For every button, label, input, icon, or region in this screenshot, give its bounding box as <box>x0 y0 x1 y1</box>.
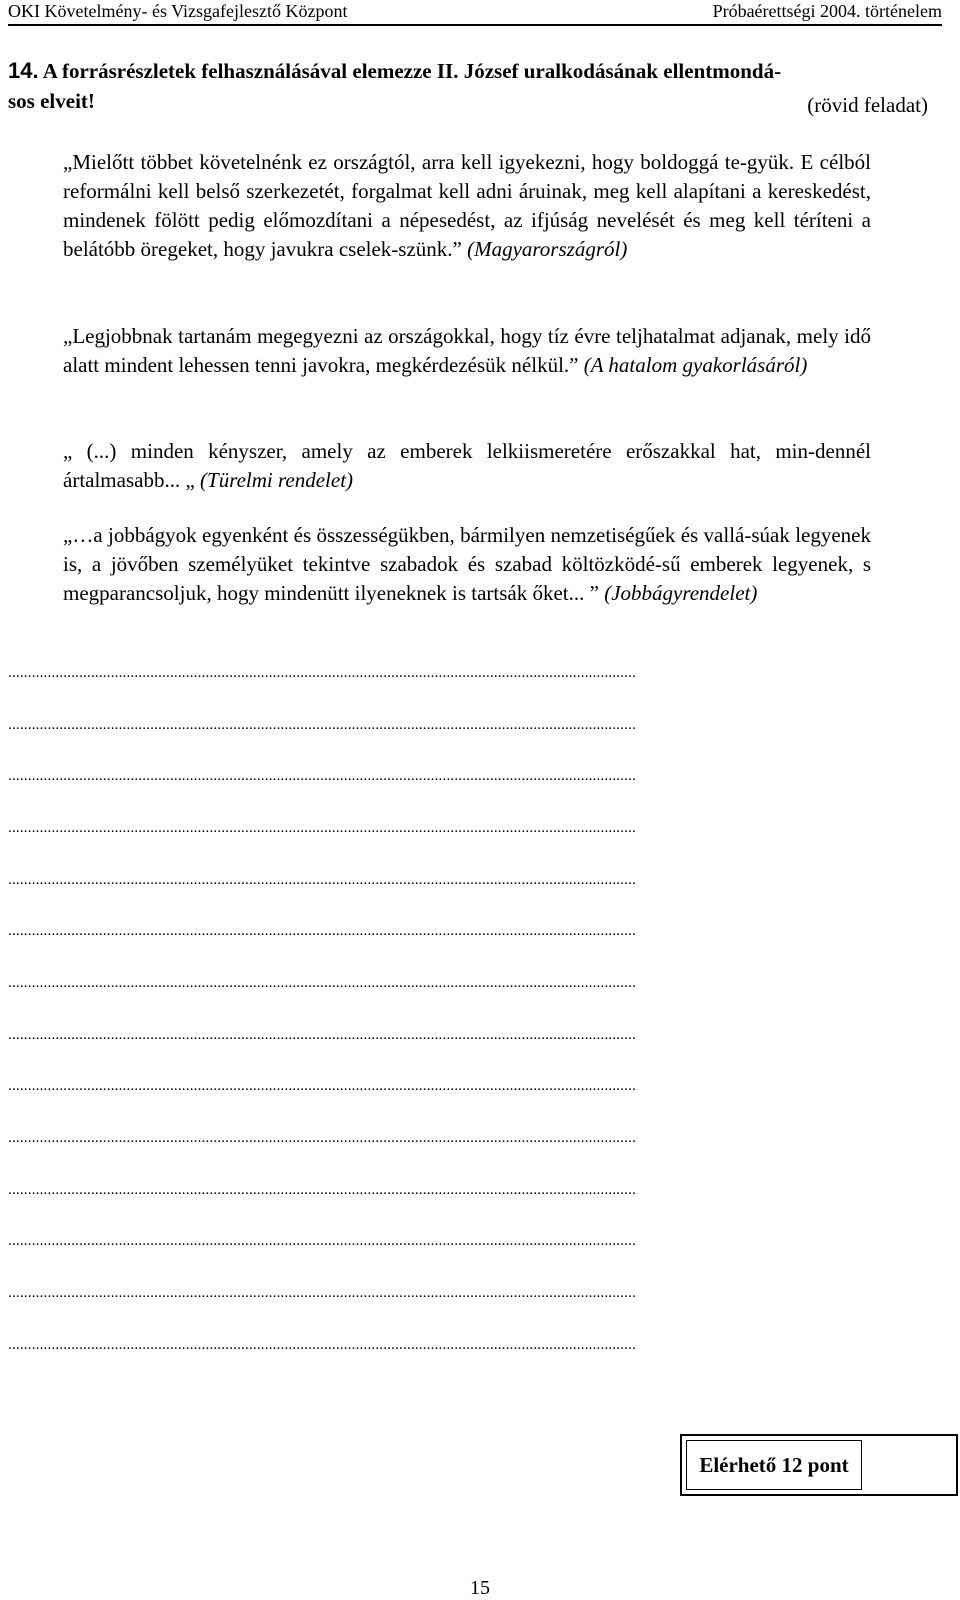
answer-line[interactable]: ............................................................................................................................................................... <box>8 975 637 991</box>
page-number: 15 <box>470 1577 490 1599</box>
answer-line[interactable]: ............................................................................................................................................................... <box>8 1027 637 1043</box>
source-citation: (Magyarországról) <box>467 237 628 261</box>
source-excerpt <box>63 148 871 264</box>
source-excerpt <box>63 437 871 495</box>
score-label: Elérhető 12 pont <box>686 1440 862 1490</box>
source-text: „Legjobbnak tartanám megegyezni az országokkal, hogy tíz évre teljhatalmat adjanak, mely idő alatt mindent lehessen tenni javokra, megkérdezésük nélkül.” <box>63 324 871 377</box>
answer-line[interactable]: ............................................................................................................................................................... <box>8 872 637 888</box>
answer-line[interactable]: ............................................................................................................................................................... <box>8 665 637 681</box>
source-text: „ (...) minden kényszer, amely az emberek lelkiismeretére erőszakkal hat, min-dennél ártalmasabb... „ <box>63 439 871 492</box>
score-box <box>680 1434 958 1496</box>
source-citation: (Jobbágyrendelet) <box>604 581 758 605</box>
question-text-line1: A forrásrészletek felhasználásával elemezze II. József uralkodásának ellentmondá- <box>42 59 782 83</box>
source-excerpt <box>63 322 871 380</box>
source-text: „Mielőtt többet követelnénk ez országtól, arra kell igyekezni, hogy boldoggá te-gyük. E célból reformálni kell belső szerkezetét, forgalmat kell adni áruinak, meg kell alapítani a kereskedést, mindenek fölött pedig előmozdítani a népesedést, az ifjúság nevelését és meg kell téríteni a belátóbb öregeket, hogy javukra cselek-szünk.” <box>63 150 871 261</box>
source-citation: (Türelmi rendelet) <box>200 468 354 492</box>
source-excerpt <box>63 521 871 608</box>
question-title <box>8 56 928 116</box>
task-type-tag: (rövid feladat) <box>807 93 928 117</box>
answer-line[interactable]: ............................................................................................................................................................... <box>8 717 637 733</box>
answer-line[interactable]: ............................................................................................................................................................... <box>8 1078 637 1094</box>
answer-line[interactable]: ............................................................................................................................................................... <box>8 820 637 836</box>
question-text-line2: sos elveit! <box>8 89 95 113</box>
answer-line[interactable]: ............................................................................................................................................................... <box>8 1233 637 1249</box>
question-number: 14. <box>8 58 39 83</box>
answer-line[interactable]: ............................................................................................................................................................... <box>8 923 637 939</box>
page-header <box>8 0 942 26</box>
source-text: „…a jobbágyok egyenként és összességükben, bármilyen nemzetiségűek és vallá-súak legyenek is, a jövőben személyüket tekintve szabadok és szabad költözködé-sű emberek legyenek, s megparancsoljuk, hogy mindenütt ilyeneknek is tartsák őket... ” <box>63 523 871 605</box>
answer-line[interactable]: ............................................................................................................................................................... <box>8 1337 637 1353</box>
source-citation: (A hatalom gyakorlásáról) <box>583 353 808 377</box>
answer-line[interactable]: ............................................................................................................................................................... <box>8 1130 637 1146</box>
answer-line[interactable]: ............................................................................................................................................................... <box>8 1182 637 1198</box>
answer-line[interactable]: ............................................................................................................................................................... <box>8 1285 637 1301</box>
header-right: Próbaérettségi 2004. történelem <box>712 1 942 21</box>
answer-line[interactable]: ............................................................................................................................................................... <box>8 768 637 784</box>
header-left: OKI Követelmény- és Vizsgafejlesztő Központ <box>8 1 348 21</box>
